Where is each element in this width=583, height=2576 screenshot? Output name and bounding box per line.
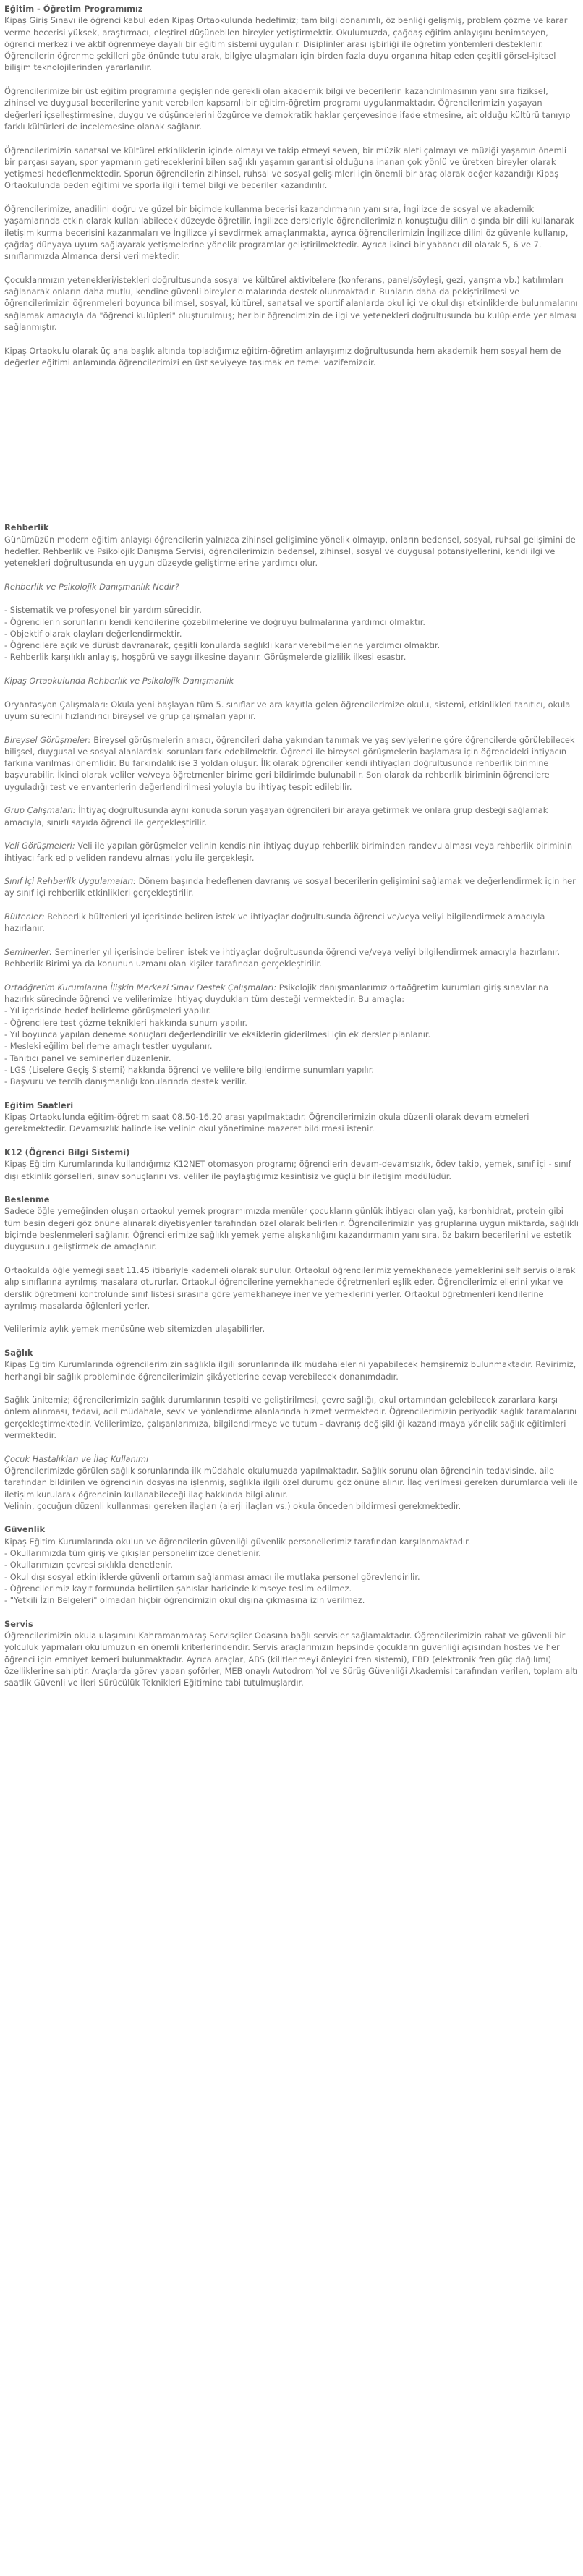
- section-heading: Eğitim Saatleri: [4, 1100, 74, 1110]
- section-heading: Sağlık: [4, 1347, 33, 1358]
- paragraph: Ortaokulda öğle yemeği saat 11.45 itibariyle kademeli olarak sunulur. Ortaokul öğrencilerimiz yemekhanede yemeklerini self servis olarak alıp sınıflarına ayrılmış masalara otururlar. Ortaokul öğrencilerine yemekhanede öğretmenleri eşlik eder. Öğrencilerimiz ellerini yıkar ve derslik öğretmeni kontrolünde sınıf listesi sırasına göre yemekhaneye iner ve yemeklerini yerler. Ortaokul öğretmenleri kendilerine ayrılmış masalarda öğlenleri yerler.: [4, 1264, 576, 1311]
- paragraph: Velilerimiz aylık yemek menüsüne web sitemizden ulaşabilirler.: [4, 1324, 265, 1335]
- list: [4, 1547, 579, 1606]
- list-item: - Okul dışı sosyal etkinliklerde güvenli ortamın sağlanması amacı ile mutlaka personel görevlendirilir.: [4, 1571, 420, 1582]
- list-item: - Objektif olarak olayları değerlendirmektir.: [4, 628, 182, 639]
- paragraph: Kipaş Ortaokulunda eğitim-öğretim saat 08.50-16.20 arası yapılmaktadır. Öğrencilerimizin okula düzenli olarak devam etmeleri gerekmektedir. Devamsızlık halinde ise velinin okul yönetimine mazeret bildirmesi istenir.: [4, 1112, 529, 1134]
- list-item: - LGS (Liselere Geçiş Sistemi) hakkında öğrenci ve velilere bilgilendirme sunumları yapılır.: [4, 1064, 374, 1075]
- paragraph-label: Bültenler:: [4, 911, 45, 922]
- paragraph-text: Rehberlik bültenleri yıl içerisinde beliren istek ve ihtiyaçlar doğrultusunda öğrenci ve/veya veliyi bilgilendirmek amacıyla hazırlanır.: [4, 911, 545, 934]
- section-egitim-programi: [4, 3, 579, 368]
- section-heading: Beslenme: [4, 1194, 50, 1205]
- paragraph: Kipaş Giriş Sınavı ile öğrenci kabul eden Kipaş Ortaokulunda hedefimiz; tam bilgi donanımlı, öz benliği gelişmiş, problem çözme ve karar verme becerisi yüksek, araştırmacı, eleştirel düşünebilen bireyler yetiştirmektir. Okulumuzda, çağdaş eğitim anlayışını benimseyen, öğrenci merkezli ve aktif öğrenmeye dayalı bir eğitim sistemi uygulanır. Disiplinler arası işbirliği ile öğretim yöntemleri desteklenir. Öğrencilerin öğrenme şekilleri göz önünde tutularak, bilgiye ulaşmaları için birden fazla duyu organına hitap eden çeşitli görsel-işitsel bilişim teknolojilerinden yararlanılır.: [4, 15, 568, 73]
- section-guvenlik: [4, 1523, 579, 1606]
- spacer: [4, 368, 579, 522]
- paragraph: Öğrencilerimize, anadilini doğru ve güzel bir biçimde kullanma becerisi kazandırmanın yanı sıra, İngilizce de sosyal ve akademik yaşamlarında etkin olarak kullanılabilecek düzeyde öğretilir. İngilizce dersleriyle öğrencilerimizin konuştuğu dilin dışında bir dili kullanarak iletişim kurma becerisini kazanmaları ve İngilizce'yi sevdirmek amaçlanmakta, ayrıca öğrencilerimizin İngilizce dilini öz güvenle kullanıp, çağdaş dünyaya uyum sağlayarak yetişmelerine yönelik programlar geliştirilmektedir. Ayrıca ikinci bir yabancı dil olarak 5, 6 ve 7. sınıflarımızda Almanca dersi verilmektedir.: [4, 204, 574, 262]
- section-heading: Güvenlik: [4, 1524, 46, 1535]
- list-item: - Rehberlik karşılıklı anlayış, hoşgörü ve saygı ilkesine dayanır. Görüşmelerde gizlilik ilkesi esastır.: [4, 652, 407, 663]
- list-item: - Başvuru ve tercih danışmanlığı konularında destek verilir.: [4, 1076, 247, 1087]
- list-item: - Yıl içerisinde hedef belirleme görüşmeleri yapılır.: [4, 1006, 211, 1016]
- paragraph-label: Sınıf İçi Rehberlik Uygulamaları:: [4, 876, 137, 887]
- paragraph-text: Dönem başında hedeflenen davranış ve sosyal becerilerin gelişimini sağlamak ve değerlendirmek için her ay sınıf içi rehberlik etkinlikleri gerçekleştirilir.: [4, 876, 576, 898]
- paragraph: [4, 911, 579, 935]
- paragraph: Kipaş Eğitim Kurumlarında kullandığımız K12NET otomasyon programı; öğrencilerin devam-devamsızlık, ödev takip, yemek, sınıf içi - sınıf dışı etkinlik görselleri, sınav sonuçlarını vs. veliler ile paylaştığımız kesintisiz ve güçlü bir iletişim modülüdür.: [4, 1159, 571, 1181]
- section-heading: Rehberlik: [4, 522, 49, 533]
- paragraph: Kipaş Eğitim Kurumlarında öğrencilerimizin sağlıkla ilgili sorunlarında ilk müdahalelerini yapabilecek hemşiremiz bulunmaktadır. Revirimiz, herhangi bir sağlık probleminde öğrencilerimizin şikâyetlerine cevap verebilecek donanımdadır.: [4, 1359, 576, 1382]
- paragraph-text: Seminerler yıl içerisinde beliren istek ve ihtiyaçlar doğrultusunda öğrenci ve/veya veliyi bilgilendirmek amacıyla hazırlanır. Rehberlik Birimi ya da konunun uzmanı olan kişiler tarafından gerçekleştirilir.: [4, 946, 561, 969]
- list-item: - Okullarımızda tüm giriş ve çıkışlar personelimizce denetlenir.: [4, 1548, 261, 1559]
- paragraph: [4, 734, 579, 793]
- paragraph: Kipaş Eğitim Kurumlarında okulun ve öğrencilerin güvenliği güvenlik personellerimiz tarafından karşılanmaktadır.: [4, 1536, 471, 1547]
- section-k12: [4, 1147, 579, 1182]
- list-item: - Öğrencilerin sorunlarını kendi kendilerine çözebilmelerine ve doğruyu bulmalarına yardımcı olmaktır.: [4, 616, 425, 627]
- list-item: - Sistematik ve profesyonel bir yardım sürecidir.: [4, 605, 202, 616]
- paragraph: Öğrencilerimizin sanatsal ve kültürel etkinliklerin içinde olmayı ve takip etmeyi seven, bir müzik aleti çalmayı ve müziği yaşamın önemli bir parçası sayan, spor yapmanın getireceklerini bilen sağlıklı yaşamın garantisi olduğuna inanan çok yönlü ve üretken bireyler olarak yetişmesi hedeflenmektedir. Sporun öğrencilerin zihinsel, ruhsal ve sosyal gelişimleri için önemli bir araç olarak değer kazandığı Kipaş Ortaokulunda beden eğitimi ve sporla ilgili temel bilgi ve beceriler kazandırılır.: [4, 145, 567, 191]
- section-rehberlik: [4, 522, 579, 1087]
- list: [4, 604, 579, 663]
- list: [4, 1005, 579, 1087]
- subheading: Çocuk Hastalıkları ve İlaç Kullanımı: [4, 1453, 149, 1464]
- section-beslenme: [4, 1194, 579, 1335]
- list-item: - "Yetkili İzin Belgeleri" olmadan hiçbir öğrencimizin okul dışına çıkmasına izin verilmez.: [4, 1595, 365, 1606]
- paragraph: [4, 875, 579, 899]
- paragraph: Sağlık ünitemiz; öğrencilerimizin sağlık durumlarının tespiti ve geliştirilmesi, çevre sağlığı, okul ortamından gelebilecek zararlara karşı önlem alınması, tedavi, acil müdahale, sevk ve yönlendirme alanlarında hizmet vermektedir. Öğrencilerimizin periyodik sağlık taramalarını gerçekleştirmektedir. Velilerimize, çalışanlarımıza, bilgilendirmeye ve tutum - davranış değişikliği kazandırmaya yönelik sağlık eğitimleri vermektedir.: [4, 1395, 577, 1441]
- paragraph-label: Veli Görüşmeleri:: [4, 841, 75, 851]
- list-item: - Tanıtıcı panel ve seminerler düzenlenir.: [4, 1053, 171, 1063]
- paragraph-text: Bireysel görüşmelerin amacı, öğrencileri daha yakından tanımak ve yaş seviyelerine göre öğrencilerde görülebilecek bilişsel, duygusal ve sosyal alanlardaki sorunları fark edebilmektir. Öğrenci ile bireysel görüşmelerin başlaması için öğrencideki ihtiyacın farkına varılması önemlidir. Bu farkındalık ise 3 yoldan oluşur. İlk olarak öğrenciler kendi ihtiyaçları doğrultusunda rehberlik birimine başvurabilir. İkinci olarak veliler ve/veya öğretmenler birime geri bildirimde bulunabilir. Son olarak da rehberlik biriminin öğrencilere uyguladığı test ve envanterlerin değerlendirilmesi yoluyla bu ihtiyaç tespit edilebilir.: [4, 734, 575, 792]
- list-item: - Mesleki eğilim belirleme amaçlı testler uygulanır.: [4, 1041, 213, 1052]
- paragraph-label: Seminerler:: [4, 946, 53, 957]
- section-egitim-saatleri: [4, 1100, 579, 1135]
- subheading: Kipaş Ortaokulunda Rehberlik ve Psikolojik Danışmanlık: [4, 676, 234, 686]
- paragraph: Sadece öğle yemeğinden oluşan ortaokul yemek programımızda menüler çocukların günlük ihtiyacı olan yağ, karbonhidrat, protein gibi tüm besin değeri göz önüne alınarak diyetisyenler tarafından özel olarak belirlenir. Öğrencilerimizin yaş gruplarına uygun miktarda, sağlıklı biçimde beslenmeleri sağlanır. Öğrencilerimize sağlıklı yemek yeme alışkanlığını kazandırmanın yanı sıra, öz bakım becerilerini ve estetik duygusunu geliştirmek de amaçlanır.: [4, 1206, 579, 1252]
- paragraph: Oryantasyon Çalışmaları: Okula yeni başlayan tüm 5. sınıflar ve ara kayıtla gelen öğrencilerimize okulu, sistemi, etkinlikleri tanıtıcı, okula uyum sürecini hızlandırıcı bireysel ve grup çalışmaları yapılır.: [4, 699, 571, 721]
- section-servis: [4, 1618, 579, 1689]
- paragraph-text: İhtiyaç doğrultusunda aynı konuda sorun yaşayan öğrencileri bir araya getirmek ve onlara grup desteği sağlamak amacıyla, sınırlı sayıda öğrenci ile gerçekleştirilir.: [4, 805, 548, 828]
- paragraph: Çocuklarımızın yetenekleri/istekleri doğrultusunda sosyal ve kültürel aktivitelere (konferans, panel/söyleşi, gezi, yarışma vb.) katılımları sağlanarak onların daha mutlu, kendine güvenli bireyler olmalarında destek olunmaktadır. Bunların daha da pekiştirilmesi ve öğrencilerimizin öğrenmeleri boyunca bilimsel, sosyal, kültürel, sanatsal ve sportif alanlarda okul içi ve okul dışı etkinliklerde bulunmalarını sağlamak amacıyla da "öğrenci kulüpleri" oluşturulmuş; her bir öğrencimizin de ilgi ve yetenekleri doğrultusunda bu kulüplerde yer alması sağlanmıştır.: [4, 274, 578, 333]
- paragraph: [4, 840, 579, 864]
- section-heading: K12 (Öğrenci Bilgi Sistemi): [4, 1147, 130, 1157]
- section-heading: Eğitim - Öğretim Programımız: [4, 4, 143, 14]
- section-saglik: [4, 1347, 579, 1512]
- subheading: Rehberlik ve Psikolojik Danışmanlık Nedir?: [4, 581, 179, 592]
- section-heading: Servis: [4, 1618, 33, 1629]
- paragraph: [4, 804, 579, 828]
- paragraph-label: Bireysel Görüşmeler:: [4, 734, 91, 745]
- paragraph: Kipaş Ortaokulu olarak üç ana başlık altında topladığımız eğitim-öğretim anlayışımız doğrultusunda hem akademik hem sosyal hem de değerler eğitimi anlamında öğrencilerimizi en üst seviyeye taşımak en temel vazifemizdir.: [4, 345, 561, 367]
- list-item: - Öğrencilerimiz kayıt formunda belirtilen şahıslar haricinde kimseye teslim edilmez.: [4, 1583, 352, 1594]
- paragraph: Öğrencilerimizin okula ulaşımını Kahramanmaraş Servisçiler Odasına bağlı servisler sağlamaktadır. Öğrencilerimizin rahat ve güvenli bir yolculuk yapmaları okulumuzun en önemli kriterlerindendir. Servis araçlarımızın hepsinde çocukların güvenliği açısından hostes ve her öğrenci için emniyet kemeri bulunmaktadır. Ayrıca araçlar, ABS (kilitlenmeyi önleyici fren sistemi), EBD (elektronik fren güç dağılımı) özelliklerine sahiptir. Araçlarda görev yapan şoförler, MEB onaylı Autodrom Yol ve Sürüş Güvenliği Akademisi tarafından verilen, toplam altı saatlik Güvenli ve İleri Sürücülük Teknikleri Eğitimine tabi tutulmuşlardır.: [4, 1631, 578, 1688]
- paragraph: Velinin, çocuğun düzenli kullanması gereken ilaçları (alerji ilaçları vs.) okula önceden bildirmesi gerekmektedir.: [4, 1500, 461, 1511]
- paragraph-label: Grup Çalışmaları:: [4, 805, 76, 816]
- paragraph: [4, 982, 579, 1006]
- paragraph: [4, 946, 579, 970]
- list-item: - Öğrencilere açık ve dürüst davranarak, çeşitli konularda sağlıklı karar verebilmelerine yardımcı olmaktır.: [4, 640, 441, 651]
- paragraph-text: Psikolojik danışmanlarımız ortaöğretim kurumları giriş sınavlarına hazırlık sürecinde öğrenci ve velilerimize ihtiyaç duydukları tüm desteği vermektedir. Bu amaçla:: [4, 982, 549, 1005]
- paragraph: Öğrencilerimize bir üst eğitim programına geçişlerinde gerekli olan akademik bilgi ve becerilerin kazandırılmasının yanı sıra fiziksel, zihinsel ve duygusal becerilerine yanıt verebilen kapsamlı bir eğitim-öğretim programı uygulanmaktadır. Öğrencilerimizin yaşayan değerleri içselleştirmesine, duygu ve düşüncelerini özgürce ve demokratik haklar çerçevesinde ifade etmesine, ait olduğu kültürü tanıyıp farklı kültürleri de incelemesine olanak sağlanır.: [4, 86, 571, 132]
- list-item: - Yıl boyunca yapılan deneme sonuçları değerlendirilir ve eksiklerin giderilmesi için ek dersler planlanır.: [4, 1029, 431, 1040]
- paragraph-text: Veli ile yapılan görüşmeler velinin kendisinin ihtiyaç duyup rehberlik biriminden randevu alması veya rehberlik biriminin ihtiyacı fark edip veliden randevu alması yolu ile gerçekleşir.: [4, 841, 573, 863]
- paragraph-label: Ortaöğretim Kurumlarına İlişkin Merkezi Sınav Destek Çalışmaları:: [4, 982, 277, 992]
- list-item: - Okullarımızın çevresi sıklıkla denetlenir.: [4, 1560, 173, 1570]
- list-item: - Öğrencilere test çözme teknikleri hakkında sunum yapılır.: [4, 1017, 247, 1028]
- paragraph: Günümüzün modern eğitim anlayışı öğrencilerin yalnızca zihinsel gelişimine yönelik olmayıp, onların bedensel, sosyal, ruhsal gelişimini de hedefler. Rehberlik ve Psikolojik Danışma Servisi, öğrencilerimizin bedensel, zihinsel, sosyal ve duygusal potansiyellerini, kendi ilgi ve yetenekleri doğrultusunda en uygun düzeyde geliştirmelerine yardımcı olur.: [4, 534, 576, 569]
- paragraph: Öğrencilerimizde görülen sağlık sorunlarında ilk müdahale okulumuzda yapılmaktadır. Sağlık sorunu olan öğrencinin tedavisinde, aile tarafından bildirilen ve öğrencinin dosyasına işlenmiş, sağlıkla ilgili özel durumu göz önüne alınır. İlaç verilmesi gereken durumlarda veli ile iletişim kurularak öğrencinin kullanabileceği ilaç hakkında bilgi alınır.: [4, 1465, 578, 1500]
